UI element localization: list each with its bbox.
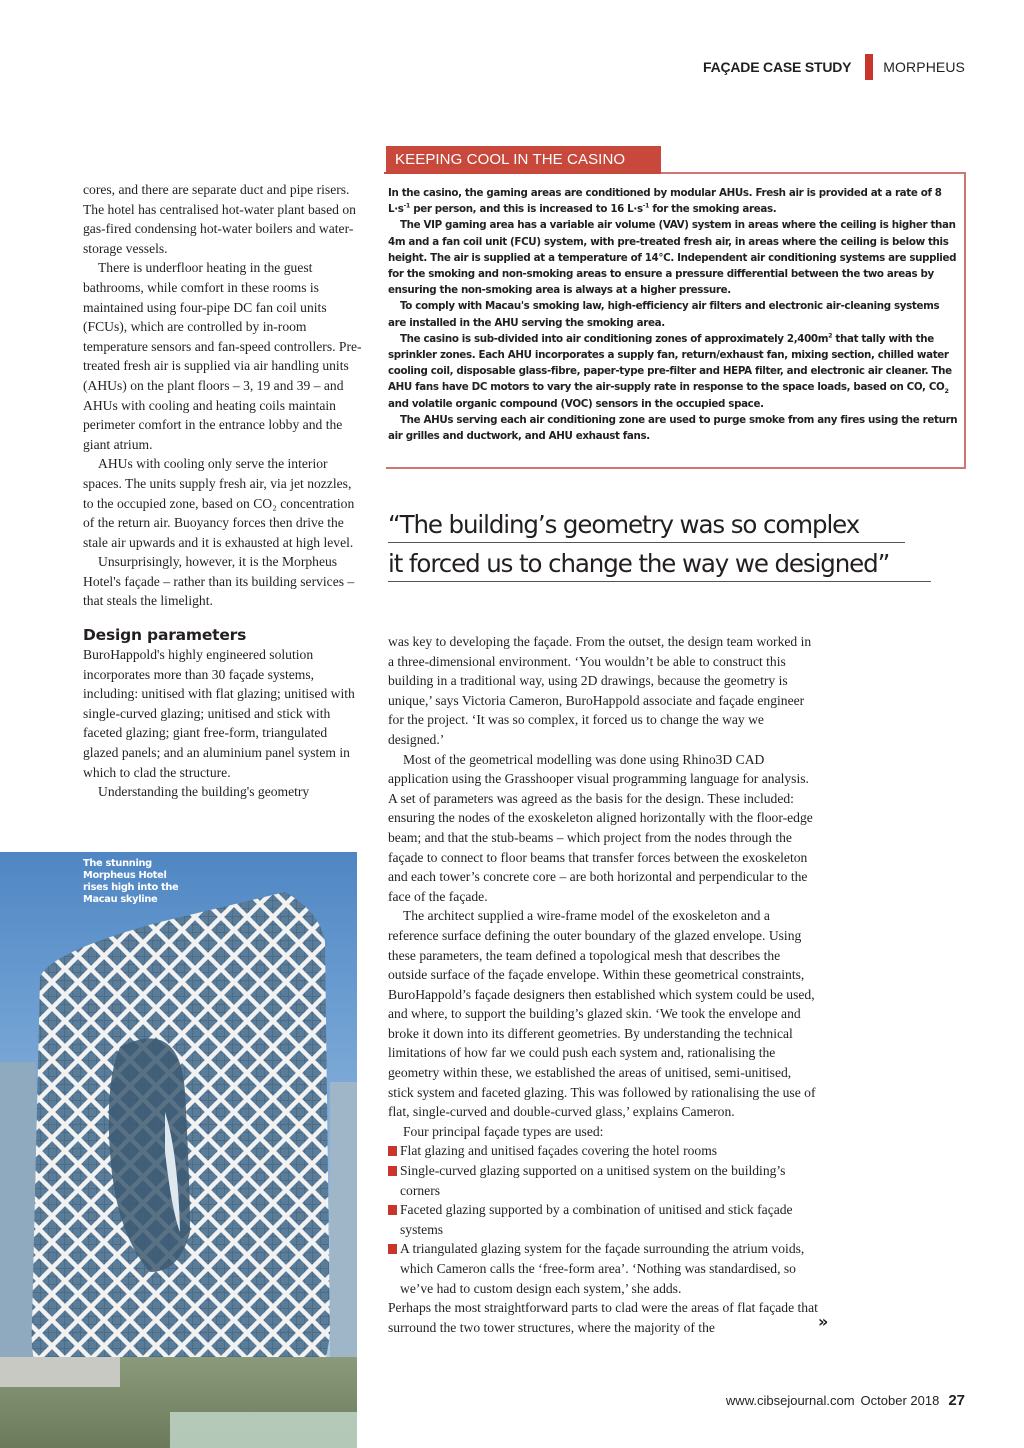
bullet-square-icon [388,1205,397,1215]
paragraph: The architect supplied a wire-frame model of the exoskeleton and a reference surface defining the outer boundary of the glazed envelope. Using these parameters, the team defined a topological mesh that describes the outside surface of the façade envelope. Within these geometrical constraints, BuroHappold’s façade designers then established which system could be used, and where, to support the building’s glazed skin. ‘We took the envelope and broke it down into its different geometries. By understanding the technical limitations of how far we could push each system and, rationalising the geometry within these, we established the areas of unitised, semi-unitised, stick system and faceted glazing. This was followed by rationalising the use of flat, single-curved and double-curved glass,’ explains Cameron. [388,908,816,1120]
superscript: -1 [642,201,650,210]
issue-date: October 2018 [860,1393,940,1408]
pull-quote-line: “The building’s geometry was so complex [388,508,905,543]
right-column [388,632,818,1337]
journal-url: www.cibsejournal.com [725,1393,855,1408]
paragraph: BuroHappold's highly engineered solution incorporates more than 30 façade systems, including: unitised with flat glazing; unitised with single-curved glazing; unitised and stick with faceted glazing; giant free-form, triangulated glazed panels; and an aluminium panel system in which to clad the structure. [83,647,355,780]
bullet-square-icon [388,1146,397,1156]
photo-caption: The stunning Morpheus Hotel rises high into the Macau skyline [83,858,179,905]
morpheus-hotel-illustration [0,852,357,1448]
continue-arrow-icon: » [818,1312,826,1331]
sidebar-paragraph [388,331,958,412]
paragraph: cores, and there are separate duct and pipe risers. The hotel has centralised hot-water plant based on gas-fired condensing hot-water boilers and water-storage vessels. [83,182,356,256]
pull-quote-line: it forced us to change the way we designed” [388,547,931,582]
paragraph: Perhaps the most straightforward parts to clad were the areas of flat façade that surround the two tower structures, where the majority of the [388,1300,818,1335]
list-item [388,1161,818,1200]
paragraph: Most of the geometrical modelling was done using Rhino3D CAD application using the Grasshooper visual programming language for analysis. A set of parameters was agreed as the basis for the design. These included: ensuring the nodes of the exoskeleton aligned horizontally with the floor-edge beam; and that the stub-beams – which project from the nodes through the façade to connect to floor beams that transfer forces between the exoskeleton and each tower’s concrete core – are both horizontal and perpendicular to the face of the façade. [388,751,813,904]
list-item [388,1239,818,1298]
list-item-text: A triangulated glazing system for the façade surrounding the atrium voids, which Cameron calls the ‘free-form area’. ‘Nothing was standardised, so we’ve had to custom design each system,’ she adds. [400,1241,805,1296]
list-item [388,1200,818,1239]
text-run: In the casino, the gaming areas are conditioned by modular AHUs. Fresh air is provided at a rate of 8 L·s [388,187,942,216]
list-item-text: Single-curved glazing supported on a unitised system on the building’s corners [400,1163,786,1198]
topic-label: MORPHEUS [883,59,965,75]
paragraph: AHUs with cooling only serve the interior spaces. The units supply fresh air, via jet nozzles, to the occupied zone, based on CO₂ concentration of the return air. Buoyancy forces then drive the stale air upwards and it is exhausted at high level. [83,456,355,550]
facade-types-list [388,1141,818,1298]
left-column [83,180,363,802]
sidebar-paragraph: To comply with Macau's smoking law, high-efficiency air filters and electronic air-cleaning systems are installed in the AHU serving the smoking area. [388,300,940,329]
page-number: 27 [948,1392,965,1409]
superscript: 2 [828,331,833,340]
text-run: and volatile organic compound (VOC) sensors in the occupied space. [388,397,764,410]
list-item-text: Faceted glazing supported by a combination of unitised and stick façade systems [400,1202,793,1237]
bullet-square-icon [388,1244,397,1254]
paragraph: Four principal façade types are used: [403,1123,604,1139]
list-item [388,1141,818,1161]
section-label: FAÇADE CASE STUDY [703,59,852,75]
paragraph: Unsurprisingly, however, it is the Morpheus Hotel's façade – rather than its building services – that steals the limelight. [83,554,355,609]
building-photo [0,852,357,1448]
superscript: -1 [403,201,410,210]
sidebar-title: KEEPING COOL IN THE CASINO [386,146,661,173]
paragraph: Understanding the building's geometry [98,784,310,800]
text-run: The casino is sub-divided into air conditioning zones of approximately 2,400m [400,332,829,345]
sidebar-paragraph: The VIP gaming area has a variable air volume (VAV) system in areas where the ceiling is higher than 4m and a fan coil unit (FCU) system, with pre-treated fresh air, in areas where the ceiling is below this height. The air is supplied at a temperature of 14°C. Independent air conditioning systems are supplied for the smoking and non-smoking areas to ensure a pressure differential between the two areas by ensuring the non-smoking area is always at a higher pressure. [388,219,957,297]
page-footer [726,1392,965,1409]
paragraph: was key to developing the façade. From the outset, the design team worked in a three-dimensional environment. ‘You wouldn’t be able to construct this building in a traditional way, using 2D drawings, because the geometry is unique,’ says Victoria Cameron, BuroHappold associate and façade engineer for the project. ‘It was so complex, it forced us to change the way we designed.’ [388,634,812,747]
accent-bar [865,54,873,80]
running-head [703,56,965,78]
subheading: Design parameters [83,626,247,645]
pull-quote [388,508,948,582]
sidebar-body [388,185,958,444]
subscript: 2 [944,387,949,396]
text-run: for the smoking areas. [649,203,777,216]
paragraph: There is underfloor heating in the guest bathrooms, while comfort in these rooms is maintained using four-pipe DC fan coil units (FCUs), which are controlled by in-room temperature sensors and fan-speed controllers. Pre-treated fresh air is supplied via air handling units (AHUs) on the plant floors – 3, 19 and 39 – and AHUs with cooling and heating coils maintain perimeter comfort in the entrance lobby and the giant atrium. [83,260,362,452]
bullet-square-icon [388,1166,397,1176]
sidebar-paragraph [388,185,958,217]
text-run: that tally with the sprinkler zones. Each AHU incorporates a supply fan, return/exhaust fan, mixing section, chilled water cooling coil, disposable glass-fibre, paper-type pre-filter and HEPA filter, and electronic air cleaner. The AHU fans have DC motors to vary the air-supply rate in response to the space loads, based on CO, CO [388,332,952,394]
sidebar-paragraph: The AHUs serving each air conditioning zone are used to purge smoke from any fires using the return air grilles and ductwork, and AHU exhaust fans. [388,413,958,443]
text-run: per person, and this is increased to 16 L·s [409,203,643,216]
list-item-text: Flat glazing and unitised façades covering the hotel rooms [400,1143,718,1159]
